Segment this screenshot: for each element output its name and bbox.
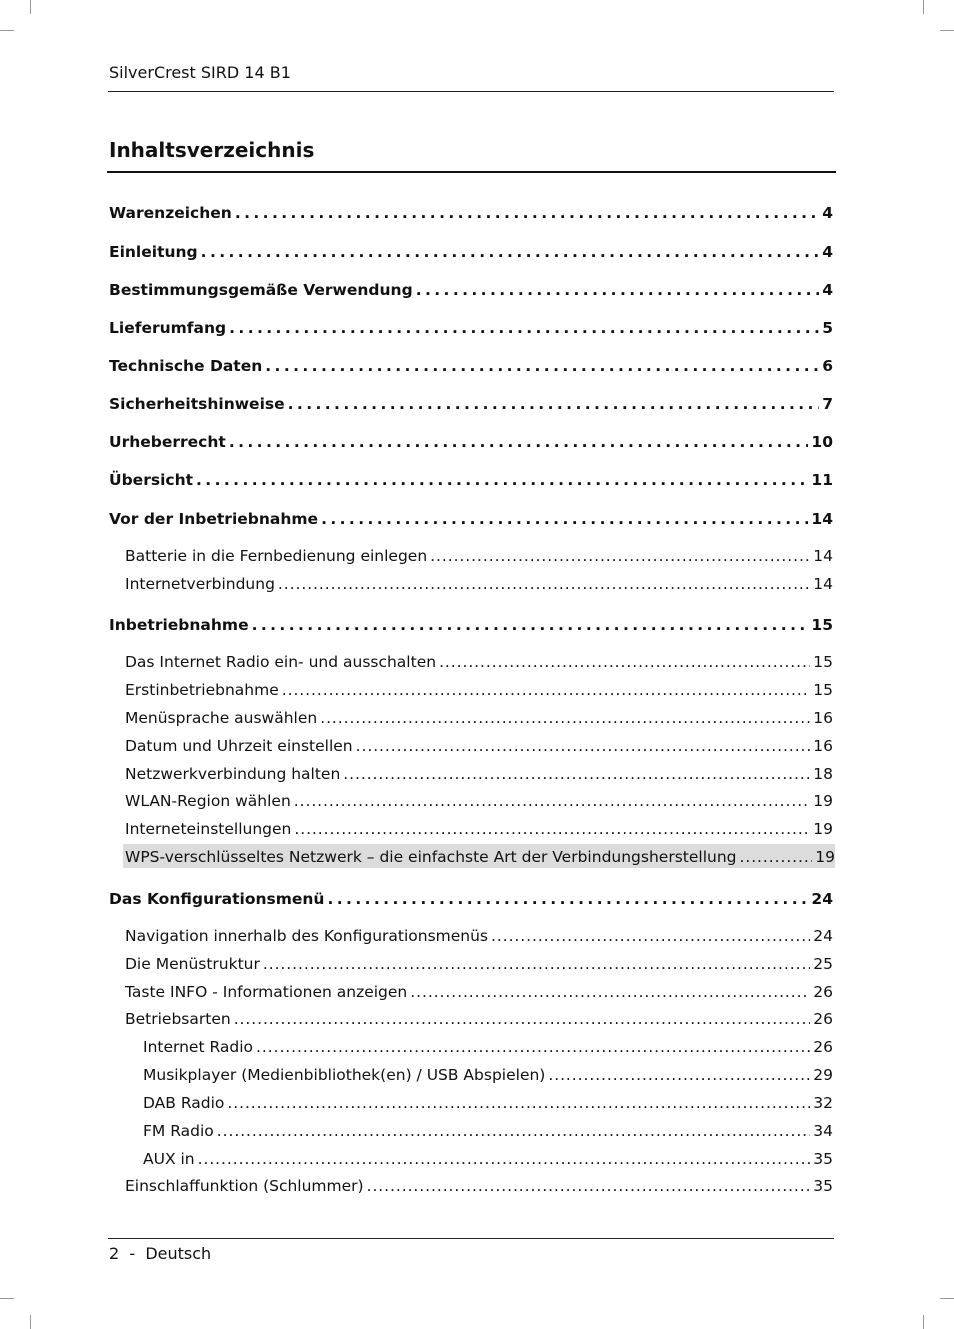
toc-entry-fm-radio[interactable] xyxy=(143,1118,833,1142)
toc-entry-konfigurationsmenue[interactable] xyxy=(109,886,833,910)
entry-title: Navigation innerhalb des Konfigurationsmenüs xyxy=(125,927,489,945)
crop-mark xyxy=(940,30,954,31)
entry-page: 26 xyxy=(813,1038,833,1056)
toc-entry-warenzeichen[interactable] xyxy=(109,200,833,224)
footer-separator: - xyxy=(129,1244,136,1263)
dot-leader xyxy=(282,679,811,701)
dot-leader xyxy=(201,241,820,263)
toc-entry-ein-ausschalten[interactable] xyxy=(125,649,833,673)
dot-leader xyxy=(196,469,808,491)
entry-page: 34 xyxy=(813,1122,833,1140)
dot-leader xyxy=(278,573,810,595)
entry-page: 25 xyxy=(813,955,833,973)
entry-page: 15 xyxy=(813,681,833,699)
entry-title: Erstinbetriebnahme xyxy=(125,681,279,699)
toc-entry-netzwerkverbindung[interactable] xyxy=(125,761,833,785)
entry-title: WLAN-Region wählen xyxy=(125,792,291,810)
entry-page: 14 xyxy=(811,510,833,528)
toc-entry-batterie[interactable] xyxy=(125,543,833,567)
entry-page: 16 xyxy=(813,737,833,755)
entry-page: 29 xyxy=(813,1066,833,1084)
entry-page: 19 xyxy=(813,820,833,838)
entry-title: Internet Radio xyxy=(143,1038,254,1056)
footer-page-number: 2 xyxy=(109,1244,120,1263)
dot-leader xyxy=(320,707,810,729)
entry-page: 14 xyxy=(813,575,833,593)
dot-leader xyxy=(234,1008,811,1030)
dot-leader xyxy=(263,953,810,975)
entry-title: Netzwerkverbindung halten xyxy=(125,765,341,783)
dot-leader xyxy=(548,1064,810,1086)
entry-page: 4 xyxy=(822,281,833,299)
toc-entry-vor-der-inbetriebnahme[interactable] xyxy=(109,506,833,530)
dot-leader xyxy=(416,279,820,301)
entry-title: AUX in xyxy=(143,1150,195,1168)
crop-mark xyxy=(923,0,924,14)
entry-page: 4 xyxy=(822,204,833,222)
toc-entry-verwendung[interactable] xyxy=(109,277,833,301)
entry-title: Interneteinstellungen xyxy=(125,820,292,838)
entry-title: Lieferumfang xyxy=(109,319,227,337)
toc-entry-uebersicht[interactable] xyxy=(109,467,833,491)
entry-title: Musikplayer (Medienbibliothek(en) / USB Abspielen) xyxy=(143,1066,546,1084)
entry-title: Menüsprache auswählen xyxy=(125,709,318,727)
toc-entry-wlan-region[interactable] xyxy=(125,788,833,812)
title-rule xyxy=(107,171,836,173)
entry-title: Urheberrecht xyxy=(109,433,226,451)
toc-entry-menuestruktur[interactable] xyxy=(125,951,833,975)
entry-title: Einleitung xyxy=(109,243,198,261)
entry-page: 26 xyxy=(813,983,833,1001)
toc-entry-internet-radio[interactable] xyxy=(143,1034,833,1058)
toc-entry-internetverbindung[interactable] xyxy=(125,571,833,595)
entry-page: 15 xyxy=(813,653,833,671)
footer-language: Deutsch xyxy=(145,1244,212,1263)
entry-title: Warenzeichen xyxy=(109,204,232,222)
toc-entry-dab-radio[interactable] xyxy=(143,1090,833,1114)
entry-page: 32 xyxy=(813,1094,833,1112)
entry-page: 19 xyxy=(813,792,833,810)
dot-leader xyxy=(430,545,810,567)
crop-mark xyxy=(30,0,31,14)
dot-leader xyxy=(439,651,810,673)
dot-leader xyxy=(740,846,813,868)
entry-page: 7 xyxy=(822,395,833,413)
entry-title: Internetverbindung xyxy=(125,575,275,593)
dot-leader xyxy=(356,735,811,757)
toc-entry-inbetriebnahme[interactable] xyxy=(109,612,833,636)
crop-mark xyxy=(940,1298,954,1299)
entry-title: Bestimmungsgemäße Verwendung xyxy=(109,281,413,299)
dot-leader xyxy=(217,1120,810,1142)
dot-leader xyxy=(265,355,819,377)
entry-page: 26 xyxy=(813,1010,833,1028)
entry-page: 18 xyxy=(813,765,833,783)
entry-page: 14 xyxy=(813,547,833,565)
toc-entry-navigation[interactable] xyxy=(125,923,833,947)
entry-page: 15 xyxy=(811,616,833,634)
toc-entry-einschlaffunktion[interactable] xyxy=(125,1173,833,1197)
dot-leader xyxy=(252,614,809,636)
crop-mark xyxy=(30,1315,31,1329)
entry-page: 5 xyxy=(822,319,833,337)
entry-title: Datum und Uhrzeit einstellen xyxy=(125,737,353,755)
toc-entry-technische-daten[interactable] xyxy=(109,353,833,377)
header-rule xyxy=(108,91,834,92)
dot-leader xyxy=(294,818,810,840)
dot-leader xyxy=(367,1175,811,1197)
toc-entry-einleitung[interactable] xyxy=(109,239,833,263)
entry-title: Taste INFO - Informationen anzeigen xyxy=(125,983,408,1001)
entry-title: Das Internet Radio ein- und ausschalten xyxy=(125,653,437,671)
toc-entry-urheberrecht[interactable] xyxy=(109,429,833,453)
entry-title: Einschlaffunktion (Schlummer) xyxy=(125,1177,364,1195)
entry-title: Vor der Inbetriebnahme xyxy=(109,510,319,528)
running-header: SilverCrest SIRD 14 B1 xyxy=(109,63,291,82)
entry-page: 24 xyxy=(813,927,833,945)
entry-page: 10 xyxy=(811,433,833,451)
entry-page: 35 xyxy=(813,1150,833,1168)
toc-title: Inhaltsverzeichnis xyxy=(109,138,315,162)
toc-entry-aux-in[interactable] xyxy=(143,1146,833,1170)
entry-title: Das Konfigurationsmenü xyxy=(109,890,325,908)
dot-leader xyxy=(321,508,808,530)
toc-entry-sicherheitshinweise[interactable] xyxy=(109,391,833,415)
toc-entry-interneteinstellungen[interactable] xyxy=(125,816,833,840)
dot-leader xyxy=(343,763,810,785)
entry-page: 16 xyxy=(813,709,833,727)
dot-leader xyxy=(294,790,811,812)
toc-entry-lieferumfang[interactable] xyxy=(109,315,833,339)
dot-leader xyxy=(288,393,820,415)
toc-entry-datum-uhrzeit[interactable] xyxy=(125,733,833,757)
toc-entry-betriebsarten[interactable] xyxy=(125,1006,833,1030)
entry-title: DAB Radio xyxy=(143,1094,225,1112)
entry-title: Inbetriebnahme xyxy=(109,616,249,634)
dot-leader xyxy=(327,888,808,910)
entry-page: 11 xyxy=(811,471,833,489)
footer-rule xyxy=(108,1238,834,1239)
entry-page: 24 xyxy=(811,890,833,908)
dot-leader xyxy=(491,925,810,947)
dot-leader xyxy=(229,317,819,339)
entry-title: Batterie in die Fernbedienung einlegen xyxy=(125,547,428,565)
entry-title: Die Menüstruktur xyxy=(125,955,260,973)
crop-mark xyxy=(0,1298,14,1299)
dot-leader xyxy=(229,431,809,453)
entry-page: 19 xyxy=(815,848,835,866)
entry-title: FM Radio xyxy=(143,1122,214,1140)
toc-entry-menuesprache[interactable] xyxy=(125,705,833,729)
dot-leader xyxy=(198,1148,811,1170)
entry-page: 4 xyxy=(822,243,833,261)
entry-page: 6 xyxy=(822,357,833,375)
toc-entry-wps-highlighted[interactable] xyxy=(123,844,835,868)
entry-title: Betriebsarten xyxy=(125,1010,231,1028)
dot-leader xyxy=(235,202,819,224)
entry-title: WPS-verschlüsseltes Netzwerk – die einfachste Art der Verbindungsherstellung xyxy=(125,848,737,866)
crop-mark xyxy=(0,30,14,31)
entry-page: 35 xyxy=(813,1177,833,1195)
entry-title: Übersicht xyxy=(109,471,194,489)
toc-entry-taste-info[interactable] xyxy=(125,979,833,1003)
entry-title: Technische Daten xyxy=(109,357,263,375)
page-footer xyxy=(109,1244,211,1263)
dot-leader xyxy=(227,1092,810,1114)
toc-entry-erstinbetriebnahme[interactable] xyxy=(125,677,833,701)
toc-entry-musikplayer[interactable] xyxy=(143,1062,833,1086)
crop-mark xyxy=(923,1315,924,1329)
dot-leader xyxy=(410,981,810,1003)
dot-leader xyxy=(256,1036,810,1058)
entry-title: Sicherheitshinweise xyxy=(109,395,285,413)
